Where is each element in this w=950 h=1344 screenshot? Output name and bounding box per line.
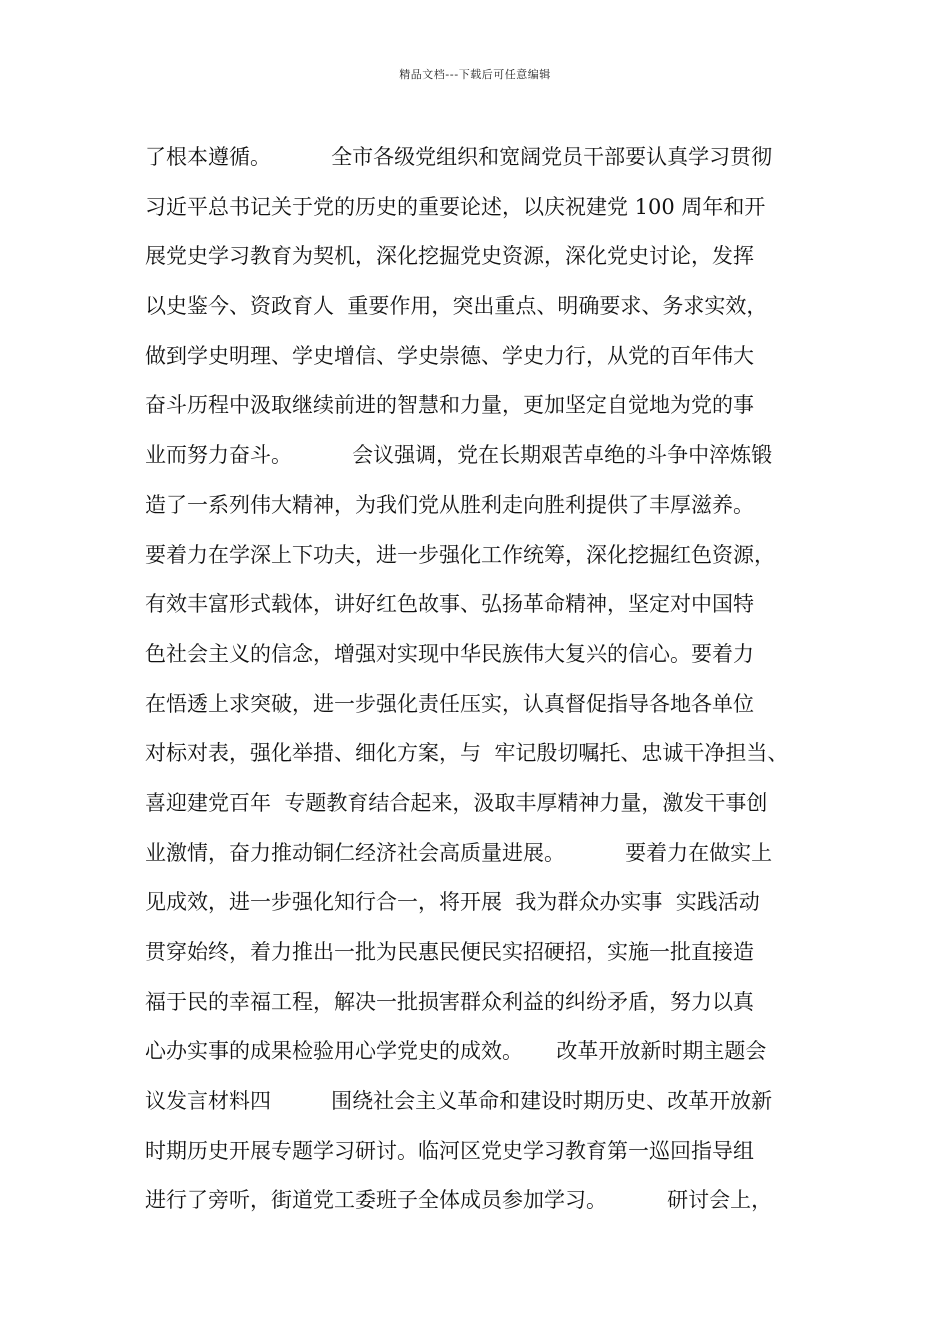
text-line: 造了一系列伟大精神，为我们党从胜利走向胜利提供了丰厚滋养。 [145,492,754,517]
text-line: 有效丰富形式载体，讲好红色故事、弘扬革命精神，坚定对中国特 [145,592,754,617]
text-line: 业而努力奋斗。 会议强调，党在长期艰苦卓绝的斗争中淬炼锻 [145,443,773,468]
text-line: 了根本遵循。 全市各级党组织和宽阔党员干部要认真学习贯彻 [145,145,773,169]
text-line: 见成效，进一步强化知行合一，将开展 我为群众办实事 实践活动 [145,890,760,915]
text-line: 展党史学习教育为契机，深化挖掘党史资源，深化党史讨论，发挥 [145,244,754,269]
text-line: 习近平总书记关于党的历史的重要论述，以庆祝建党 100 周年和开 [145,194,766,219]
page-header: 精品文档---下载后可任意编辑 [399,68,551,81]
text-line: 福于民的幸福工程，解决一批损害群众利益的纠纷矛盾，努力以真 [145,989,754,1014]
text-line: 要着力在学深上下功夫，进一步强化工作统筹，深化挖掘红色资源， [145,542,775,567]
text-line: 以史鉴今、资政育人 重要作用，突出重点、明确要求、务求实效， [145,294,768,319]
text-line: 喜迎建党百年 专题教育结合起来，汲取丰厚精神力量，激发干事创 [145,790,768,815]
text-line: 色社会主义的信念，增强对实现中华民族伟大复兴的信心。要着力 [145,641,754,666]
body-paragraph [145,133,825,1226]
text-line: 进行了旁听，街道党工委班子全体成员参加学习。 研讨会上， [145,1188,773,1213]
text-line: 议发言材料四 围绕社会主义革命和建设时期历史、改革开放新 [145,1089,773,1114]
text-line: 业激情，奋力推动铜仁经济社会高质量进展。 要着力在做实上 [145,840,773,865]
text-line: 做到学史明理、学史增信、学史崇德、学史力行，从党的百年伟大 [145,343,754,368]
text-line: 在悟透上求突破，进一步强化责任压实，认真督促指导各地各单位 [145,691,754,716]
text-line: 贯穿始终，着力推出一批为民惠民便民实招硬招，实施一批直接造 [145,940,754,964]
text-line: 心办实事的成果检验用心学党史的成效。 改革开放新时期主题会 [145,1039,767,1064]
text-line: 时期历史开展专题学习研讨。临河区党史学习教育第一巡回指导组 [145,1138,754,1163]
text-line: 对标对表，强化举措、细化方案，与 牢记殷切嘱托、忠诚干净担当、 [145,741,789,766]
text-line: 奋斗历程中汲取继续前进的智慧和力量，更加坚定自觉地为党的事 [145,393,754,418]
